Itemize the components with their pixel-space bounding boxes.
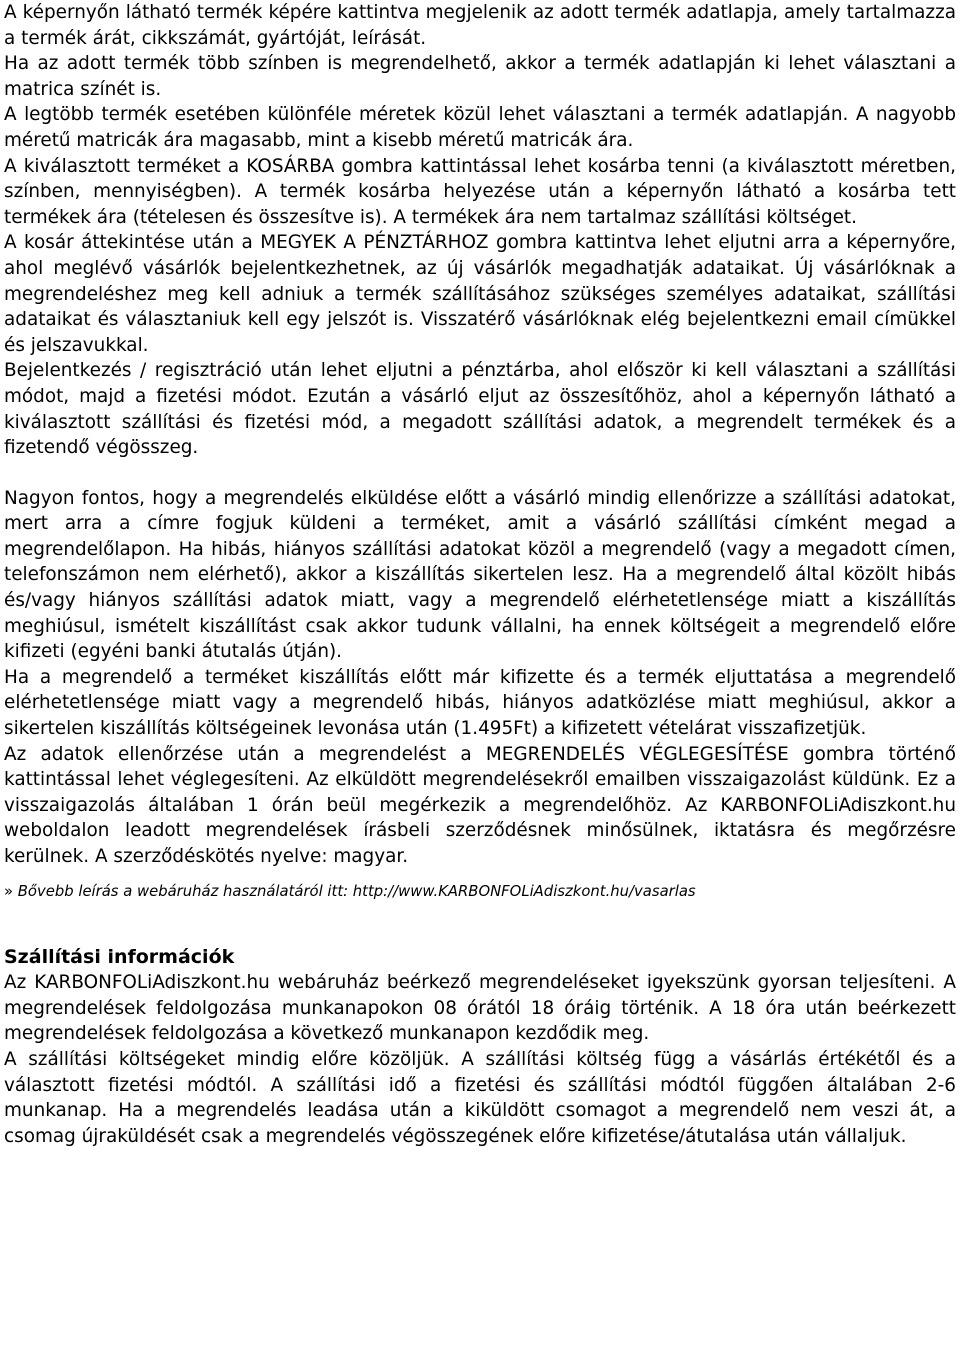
more-info-link[interactable] — [4, 882, 956, 902]
paragraph-login-summary: Bejelentkezés / regisztráció után lehet eljutni a pénztárba, ahol először ki kell választani a szállítási módot, majd a fizetési módot. Ezután a vásárló eljut az összesítőhöz, ahol a képernyőn látható a kiválasztott szállítási és fizetési mód, a megadott szállítási adatok, a megrendelt termékek és a fizetendő végösszeg. — [4, 360, 956, 459]
paragraph-check-shipping-data: Nagyon fontos, hogy a megrendelés elküldése előtt a vásárló mindig ellenőrizze a szállítási adatokat, mert arra a címre fogjuk küldeni a terméket, amit a vásárló szállítási címként megad a megrendelőlapon. Ha hibás, hiányos szállítási adatokat közöl a megrendelő (vagy a megadott címen, telefonszámon nem elérhető), akkor a kiszállítás sikertelen lesz. Ha a megrendelő által közölt hibás és/vagy hiányos szállítási adatok miatt, vagy a megrendelő elérhetetlensége miatt a kiszállítás meghiúsul, ismételt kiszállítást csak akkor tudunk vállalni, ha ennek költségeit a megrendelő előre kifizeti (egyéni banki átutalás útján). — [4, 487, 956, 663]
document-page — [4, 0, 956, 1149]
shipping-heading: Szállítási információk — [4, 945, 235, 968]
paragraph-finalize-order: Az adatok ellenőrzése után a megrendelést a MEGRENDELÉS VÉGLEGESÍTÉSE gombra történő kattintással lehet véglegesíteni. Az elküldött megrendelésekről emailben visszaigazolást küldünk. Ez a visszaigazolás általában 1 órán beül megérkezik a megrendelőhöz. Az KARBONFOLiAdiszkont.hu weboldalon leadott megrendelések írásbeli szerződésnek minősülnek, iktatásra és megőrzésre kerülnek. A szerződéskötés nyelve: magyar. — [4, 743, 956, 867]
paragraph-add-to-cart: A kiválasztott terméket a KOSÁRBA gombra kattintással lehet kosárba tenni (a kiválasztott méretben, színben, mennyiségben). A termék kosárba helyezése után a képernyőn látható a kosárba tett termékek ára (tételesen és összesítve is). A termékek ára nem tartalmaz szállítási költséget. — [4, 155, 956, 228]
more-info-link-text[interactable]: Bővebb leírás a webáruház használatáról itt: http://www.KARBONFOLiAdiszkont.hu/vasarlas — [17, 882, 696, 900]
paragraph-product-page: A képernyőn látható termék képére kattintva megjelenik az adott termék adatlapja, amely tartalmazza a termék árát, cikkszámát, gyártóját, leírását. — [4, 2, 956, 49]
paragraph-shipping-costs: A szállítási költségeket mindig előre közöljük. A szállítási költség függ a vásárlás értékétől és a választott fizetési módtól. A szállítási idő a fizetési és szállítási módtól függően általában 2-6 munkanap. Ha a megrendelés leadása után a kiküldött csomagot a megrendelő nem veszi át, a csomag újraküldését csak a megrendelés végösszegének előre kifizetése/átutalása után vállaljuk. — [4, 1048, 956, 1147]
paragraph-checkout: A kosár áttekintése után a MEGYEK A PÉNZTÁRHOZ gombra kattintva lehet eljutni arra a képernyőre, ahol meglévő vásárlók bejelentkezhetnek, az új vásárlók megadhatják adataikat. Új vásárlóknak a megrendeléshez meg kell adniuk a termék szállításához szükséges személyes adataikat, szállítási adataikat és választaniuk kell egy jelszót is. Visszatérő vásárlóknak elég bejelentkezni email címükkel és jelszavukkal. — [4, 232, 956, 356]
paragraph-size-choice: A legtöbb termék esetében különféle méretek közül lehet választani a termék adatlapján. A nagyobb méretű matricák ára magasabb, mint a kisebb méretű matricák ára. — [4, 104, 956, 151]
paragraph-processing-times: Az KARBONFOLiAdiszkont.hu webáruház beérkező megrendeléseket igyekszünk gyorsan teljesíteni. A megrendelések feldolgozása munkanapokon 08 órától 18 óráig történik. A 18 óra után beérkezett megrendelések feldolgozása a következő munkanapon kezdődik meg. — [4, 972, 956, 1045]
arrow-icon: » — [4, 882, 14, 900]
paragraph-color-choice: Ha az adott termék több színben is megrendelhető, akkor a termék adatlapján ki lehet választani a matrica színét is. — [4, 53, 956, 100]
paragraph-refund: Ha a megrendelő a terméket kiszállítás előtt már kifizette és a termék eljuttatása a megrendelő elérhetetlensége miatt vagy a megrendelő hibás, hiányos adatközlése miatt meghiúsul, akkor a sikertelen kiszállítás költségeinek levonása után (1.495Ft) a kifizetett vételárat visszafizetjük. — [4, 666, 956, 740]
